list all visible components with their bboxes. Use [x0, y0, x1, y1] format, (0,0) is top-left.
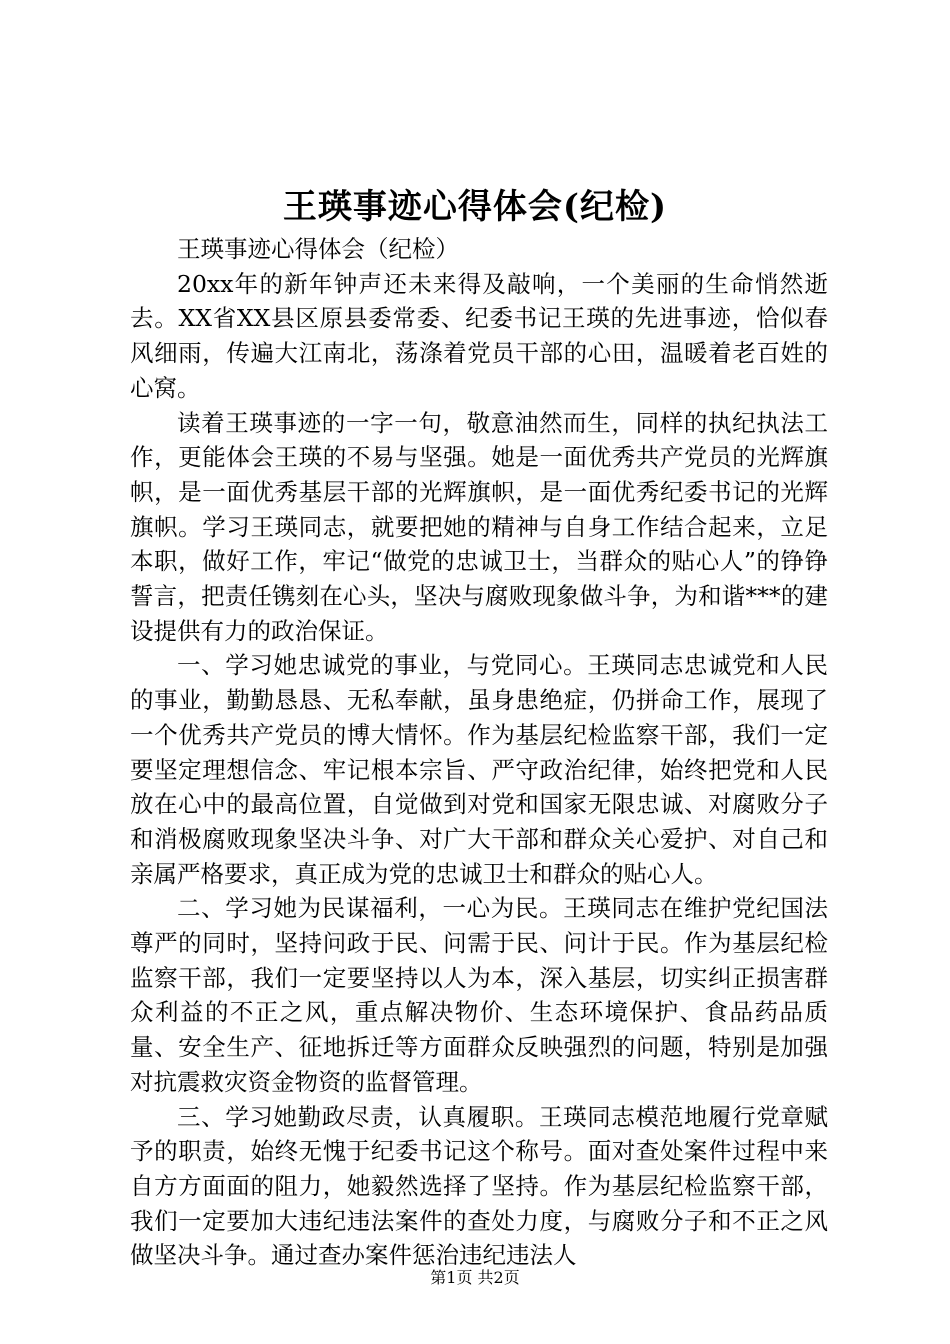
paragraph: 一、学习她忠诚党的事业，与党同心。王瑛同志忠诚党和人民的事业，勤勤恳恳、无私奉献，虽身患绝症，仍拼命工作，展现了一个优秀共产党员的博大情怀。作为基层纪检监察干部，我们一定要坚定理想信念、牢记根本宗旨、严守政治纪律，始终把党和人民放在心中的最高位置，自觉做到对党和国家无限忠诚、对腐败分子和消极腐败现象坚决斗争、对广大干部和群众关心爱护、对自己和亲属严格要求，真正成为党的忠诚卫士和群众的贴心人。	[130, 651, 828, 888]
paragraph: 读着王瑛事迹的一字一句，敬意油然而生，同样的执纪执法工作，更能体会王瑛的不易与坚强。她是一面优秀共产党员的光辉旗帜，是一面优秀基层干部的光辉旗帜，是一面优秀纪委书记的光辉旗帜。学习王瑛同志，就要把她的精神与自身工作结合起来，立足本职，做好工作，牢记“做党的忠诚卫士，当群众的贴心人”的铮铮誓言，把责任镌刻在心头，坚决与腐败现象做斗争，为和谐***的建设提供有力的政治保证。	[130, 408, 828, 645]
document-title: 王瑛事迹心得体会(纪检)	[282, 187, 668, 227]
paragraph: 20xx年的新年钟声还未来得及敲响，一个美丽的生命悄然逝去。XX省XX县区原县委常委、纪委书记王瑛的先进事迹，恰似春风细雨，传遍大江南北，荡涤着党员干部的心田，温暖着老百姓的心窝。	[130, 269, 828, 402]
paragraph-subtitle: 王瑛事迹心得体会（纪检）	[177, 235, 459, 263]
paragraph: 三、学习她勤政尽责，认真履职。王瑛同志模范地履行党章赋予的职责，始终无愧于纪委书记这个称号。面对查处案件过程中来自方方面面的阻力，她毅然选择了坚持。作为基层纪检监察干部，我们一定要加大违纪违法案件的查处力度，与腐败分子和不正之风做坚决斗争。通过查办案件惩治违纪违法人	[130, 1102, 828, 1270]
paragraph: 二、学习她为民谋福利，一心为民。王瑛同志在维护党纪国法尊严的同时，坚持问政于民、问需于民、问计于民。作为基层纪检监察干部，我们一定要坚持以人为本，深入基层，切实纠正损害群众利益的不正之风，重点解决物价、生态环境保护、食品药品质量、安全生产、征地拆迁等方面群众反映强烈的问题，特别是加强对抗震救灾资金物资的监督管理。	[130, 894, 828, 1096]
document-body	[130, 232, 828, 1273]
page-number-footer: 第1页 共2页	[430, 1268, 520, 1287]
